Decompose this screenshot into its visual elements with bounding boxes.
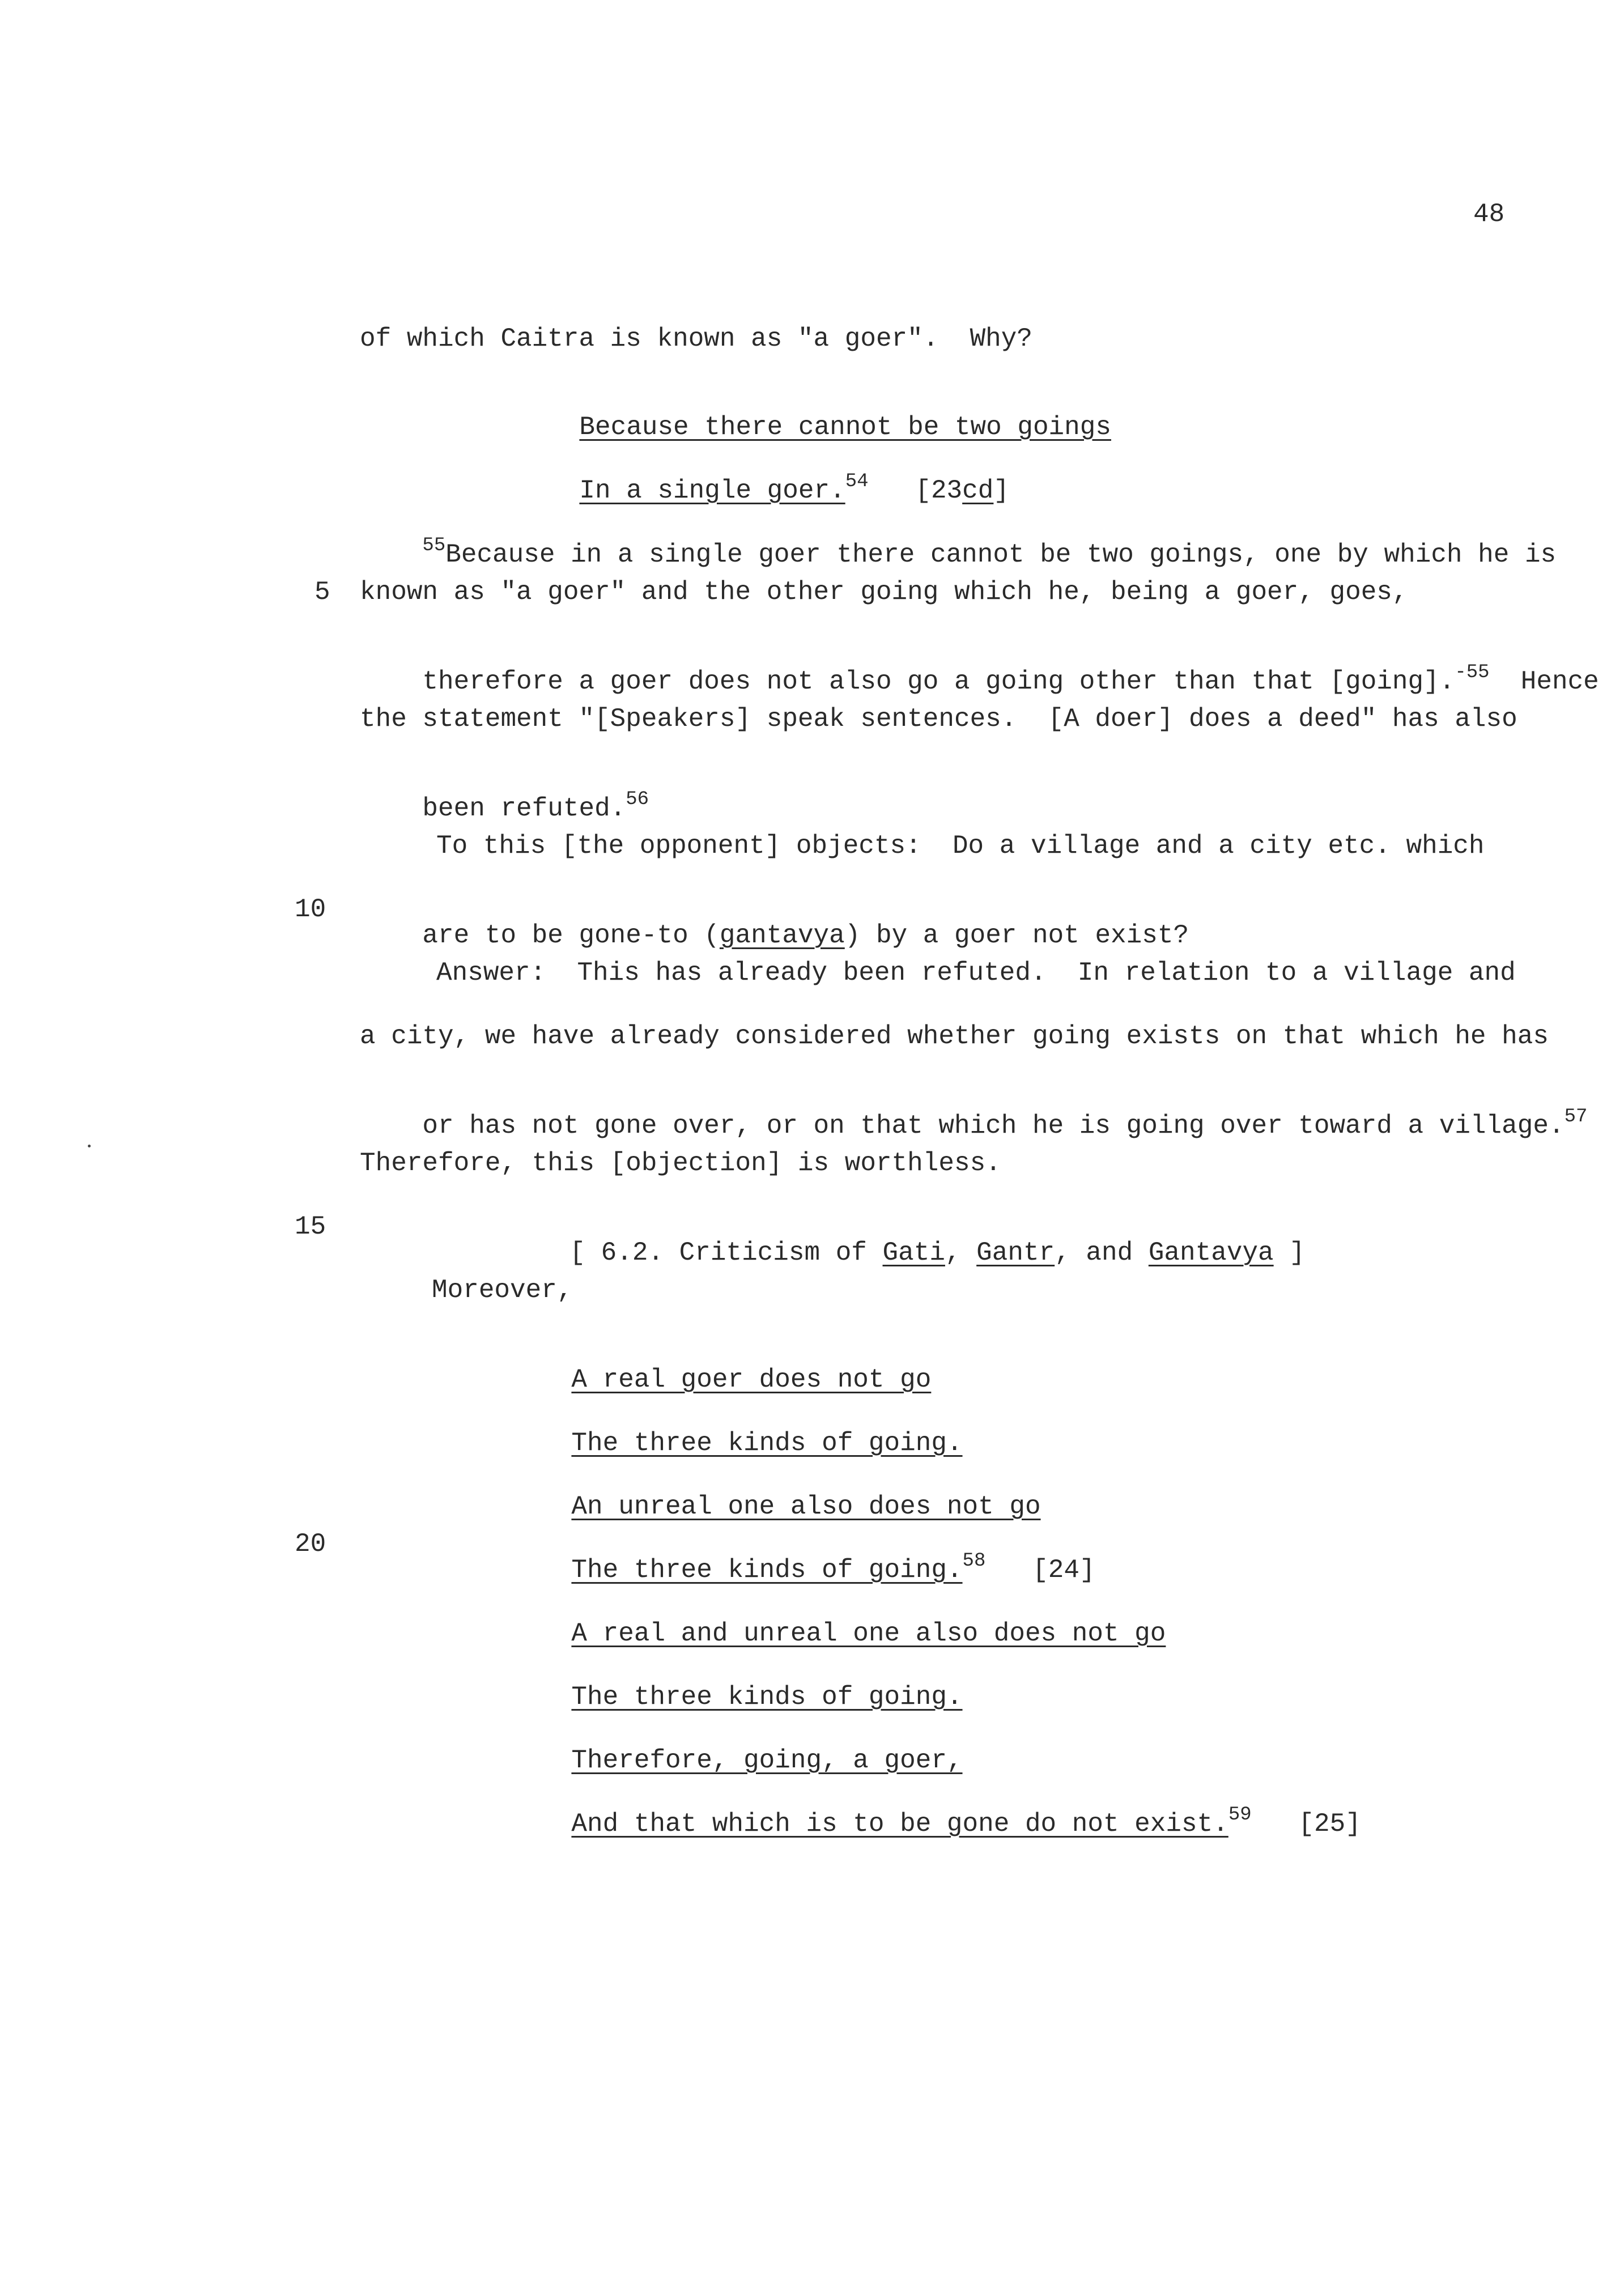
verse-text: The three kinds of going. (571, 1682, 963, 1712)
sanskrit-term: gantavya (719, 921, 845, 950)
line-number: 15 (295, 1212, 326, 1241)
scan-speck (88, 1145, 91, 1147)
verse-text: The three kinds of going. (571, 1428, 963, 1458)
heading-text: , (945, 1238, 977, 1268)
text-line: Answer: This has already been refuted. In relation to a village and (436, 958, 1516, 988)
footnote-marker: 57 (1564, 1106, 1588, 1128)
verse-ref: [25] (1298, 1809, 1361, 1839)
verse-ref-close: ] (993, 476, 1009, 505)
verse-ref: [24] (1032, 1555, 1095, 1585)
verse-line (509, 1785, 1361, 1863)
verse-text: An unreal one also does not go (571, 1492, 1041, 1521)
text-line: known as "a goer" and the other going which he, being a goer, goes, (360, 577, 1408, 607)
sanskrit-term: Gati (882, 1238, 945, 1268)
text: Hence (1489, 667, 1599, 696)
footnote-marker: 54 (845, 471, 869, 492)
verse-text: Therefore, going, a goer, (571, 1746, 963, 1775)
line-number: 10 (295, 895, 326, 924)
section-heading (507, 1214, 1305, 1292)
text: been refuted. (422, 794, 626, 823)
footnote-marker: 58 (962, 1550, 986, 1572)
verse-text: A real and unreal one also does not go (571, 1619, 1166, 1648)
sanskrit-term: Gantavya (1148, 1238, 1274, 1268)
footnote-marker: 59 (1228, 1804, 1252, 1826)
verse-text: In a single goer. (579, 476, 845, 505)
heading-text: ] (1273, 1238, 1305, 1268)
text-line: a city, we have already considered whether going exists on that which he has (360, 1022, 1549, 1051)
heading-text: [ 6.2. Criticism of (569, 1238, 883, 1268)
text: are to be gone-to ( (422, 921, 720, 950)
text-line: To this [the opponent] objects: Do a village and a city etc. which (436, 831, 1485, 861)
verse-ref (915, 476, 1009, 505)
heading-text: , and (1055, 1238, 1149, 1268)
verse-ref-open: [23 (915, 476, 963, 505)
footnote-marker: 56 (626, 789, 649, 810)
text: or has not gone over, or on that which he is going over toward a village. (422, 1111, 1565, 1141)
line-number: 20 (295, 1529, 326, 1559)
text-line: the statement "[Speakers] speak sentences. [A doer] does a deed" has also (360, 704, 1517, 734)
footnote-marker: 55 (422, 535, 446, 556)
verse-text: Because there cannot be two goings (579, 413, 1111, 442)
sanskrit-term: Gantr (976, 1238, 1055, 1268)
text: Because in a single goer there cannot be two goings, one by which he is (445, 540, 1557, 569)
page-number: 48 (1473, 199, 1505, 229)
verse-text: A real goer does not go (571, 1365, 932, 1394)
verse-text: The three kinds of going. (571, 1555, 963, 1585)
verse-ref-part: cd (962, 476, 994, 505)
text-line: Moreover, (432, 1275, 573, 1305)
text-line: of which Caitra is known as "a goer". Why? (360, 324, 1032, 354)
text: therefore a goer does not also go a going other than that [going]. (422, 667, 1455, 696)
line-number: 5 (314, 577, 330, 607)
verse-text: And that which is to be gone do not exist. (571, 1809, 1228, 1839)
text-line: Therefore, this [objection] is worthless. (360, 1149, 1001, 1178)
text: ) by a goer not exist? (844, 921, 1189, 950)
footnote-marker: -55 (1455, 662, 1490, 683)
